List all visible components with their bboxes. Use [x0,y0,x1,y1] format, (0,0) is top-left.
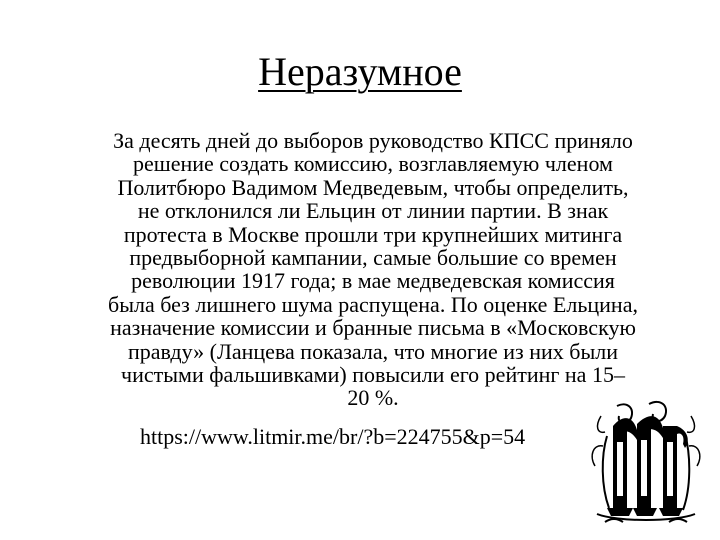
body-paragraph: За десять дней до выборов руководство КПСС приняло решение создать комиссию, возглавляемую членом Политбюро Вадимом Медведевым, чтобы определить, не отклонился ли Ельцин от линии партии. В знак протеста в Москве прошли три крупнейших митинга предвыборной кампании, самые большие со времен революции 1917 года; в мае медведевская комиссия была без лишнего шума распущена. По оценке Ельцина, назначение комиссии и бранные письма в «Московскую правду» (Ланцева показала, что многие из них были чистыми фальшивками) повысили его рейтинг на 15– 20 %. [108,128,638,411]
slide-title: Неразумное [258,49,462,94]
ornamental-m-monogram-icon [587,396,705,526]
source-link[interactable]: https://www.litmir.me/br/?b=224755&p=54 [140,424,526,449]
